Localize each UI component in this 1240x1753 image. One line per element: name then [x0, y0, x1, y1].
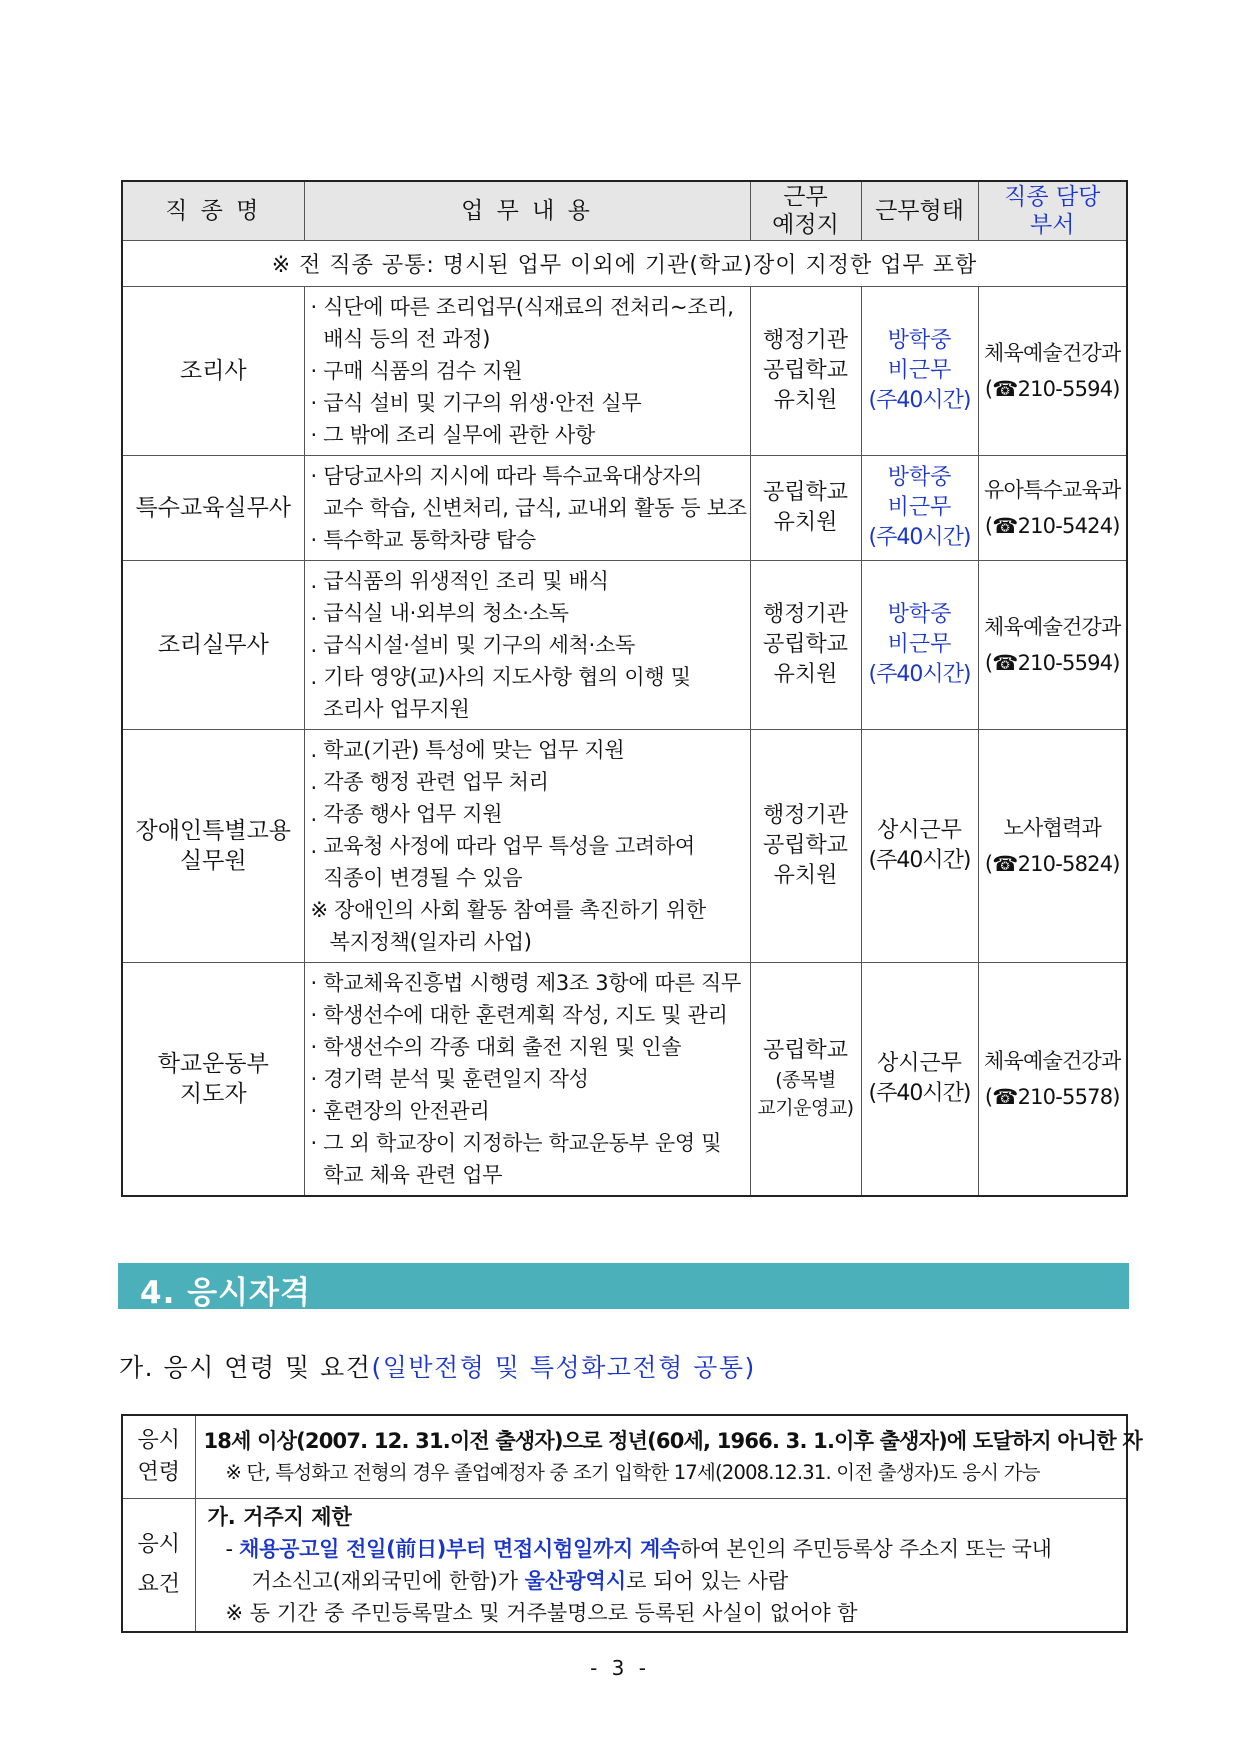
- section-title-bar: [118, 1263, 1129, 1309]
- job-name: 학교운동부 지도자: [122, 963, 304, 1197]
- task-item: · 그 외 학교장이 지정하는 학교운동부 운영 및: [310, 1131, 722, 1155]
- task-item: · 학교체육진흥법 시행령 제3조 3항에 따른 직무: [310, 971, 741, 995]
- task-item: · 훈련장의 안전관리: [310, 1099, 490, 1123]
- job-tasks: [304, 287, 750, 456]
- work-type-line: 비근무: [887, 632, 952, 657]
- task-item: 직종이 변경될 수 있음: [310, 866, 523, 890]
- work-type: [861, 561, 978, 730]
- section-title: 4. 응시자격: [140, 1275, 311, 1311]
- job-name: 조리사: [122, 287, 304, 456]
- age-label: 응시 연령: [122, 1415, 195, 1499]
- requirement-line-2: [204, 1565, 1119, 1597]
- department-phone: (☎210-5594): [984, 651, 1120, 675]
- department: [978, 561, 1127, 730]
- work-type: [861, 456, 978, 561]
- department-phone: (☎210-5594): [984, 377, 1120, 401]
- location-line: 공립학교: [762, 833, 848, 858]
- department-name: 체육예술건강과: [984, 615, 1121, 639]
- work-type-line: (주40시간): [868, 1081, 971, 1106]
- department-phone: (☎210-5824): [984, 852, 1120, 876]
- location-line: 행정기관: [762, 803, 848, 828]
- work-location: [750, 730, 861, 963]
- common-note: ※ 전 직종 공통: 명시된 업무 이외에 기관(학교)장이 지정한 업무 포함: [122, 241, 1127, 287]
- task-item: 조리사 업무지원: [310, 697, 470, 721]
- task-item: 교수 학습, 신변처리, 급식, 교내외 활동 등 보조: [310, 496, 747, 520]
- work-type-line: (주40시간): [868, 662, 971, 687]
- work-type-line: 방학중: [887, 602, 952, 627]
- work-type: [861, 963, 978, 1197]
- work-type-line: 비근무: [887, 495, 952, 520]
- work-location: [750, 561, 861, 730]
- table-row: [122, 287, 1127, 456]
- job-duties-table: [121, 180, 1128, 1197]
- requirement-period: 채용공고일 전일(前日)부터 면접시험일까지 계속: [239, 1537, 680, 1561]
- work-type: [861, 287, 978, 456]
- task-item: . 각종 행사 업무 지원: [310, 802, 503, 826]
- task-item: 배식 등의 전 과정): [310, 327, 491, 351]
- task-item: . 학교(기관) 특성에 맞는 업무 지원: [310, 738, 625, 762]
- task-item: . 급식실 내·외부의 청소·소독: [310, 601, 569, 625]
- requirement-text-1: 하여 본인의 주민등록상 주소지 또는 국내: [679, 1537, 1052, 1561]
- task-item: . 급식시설·설비 및 기구의 세척·소독: [310, 633, 635, 657]
- work-type-line: (주40시간): [868, 848, 971, 873]
- location-line: 공립학교: [762, 480, 848, 505]
- task-item: . 각종 행정 관련 업무 처리: [310, 770, 549, 794]
- task-item: · 특수학교 통학차량 탑승: [310, 528, 536, 552]
- header-dept: 직종 담당 부서: [978, 181, 1127, 241]
- task-item: ※ 장애인의 사회 활동 참여를 촉진하기 위한: [310, 898, 706, 922]
- work-location: [750, 963, 861, 1197]
- requirement-text-2a: 거소신고(재외국민에 한함)가: [251, 1569, 525, 1593]
- task-item: 학교 체육 관련 업무: [310, 1163, 503, 1187]
- task-item: · 그 밖에 조리 실무에 관한 사항: [310, 423, 595, 447]
- header-job-name: 직 종 명: [122, 181, 304, 241]
- common-note-row: [122, 241, 1127, 287]
- work-type-line: (주40시간): [868, 388, 971, 413]
- department: [978, 730, 1127, 963]
- department-name: 유아특수교육과: [984, 478, 1121, 502]
- work-type-line: 상시근무: [876, 1051, 962, 1076]
- task-item: · 구매 식품의 검수 지원: [310, 359, 523, 383]
- requirement-city: 울산광역시: [524, 1569, 627, 1593]
- task-item: . 급식품의 위생적인 조리 및 배식: [310, 569, 609, 593]
- table-row: [122, 561, 1127, 730]
- table-row: [122, 456, 1127, 561]
- job-tasks: [304, 456, 750, 561]
- location-line: 공립학교: [762, 1038, 848, 1063]
- department-name: 체육예술건강과: [984, 1049, 1121, 1073]
- location-line: 유치원: [773, 510, 838, 535]
- subheading: [119, 1348, 756, 1384]
- task-item: 복지정책(일자리 사업): [310, 930, 532, 954]
- location-line: 유치원: [773, 388, 838, 413]
- job-tasks: [304, 730, 750, 963]
- work-type-line: 방학중: [887, 465, 952, 490]
- location-line: 공립학교: [762, 358, 848, 383]
- subheading-paren: (일반전형 및 특성화고전형 공통): [371, 1353, 756, 1382]
- age-content: [195, 1415, 1142, 1499]
- task-item: · 식단에 따른 조리업무(식재료의 전처리~조리,: [310, 295, 734, 319]
- location-line: 행정기관: [762, 328, 848, 353]
- table-row: [122, 730, 1127, 963]
- work-type-line: (주40시간): [868, 525, 971, 550]
- location-line: 공립학교: [762, 632, 848, 657]
- requirement-text-2b: 로 되어 있는 사람: [626, 1569, 789, 1593]
- job-tasks: [304, 963, 750, 1197]
- department-phone: (☎210-5424): [984, 514, 1120, 538]
- location-line: 교기운영교): [757, 1097, 854, 1119]
- department: [978, 456, 1127, 561]
- header-work-type: 근무형태: [861, 181, 978, 241]
- table-row: [122, 963, 1127, 1197]
- requirement-line-1: [204, 1533, 1119, 1565]
- location-line: 유치원: [773, 863, 838, 888]
- job-name: 특수교육실무사: [122, 456, 304, 561]
- task-item: · 급식 설비 및 기구의 위생·안전 실무: [310, 391, 642, 415]
- work-type-line: 비근무: [887, 358, 952, 383]
- work-type-line: 상시근무: [876, 818, 962, 843]
- age-line-1: 18세 이상(2007. 12. 31.이전 출생자)으로 정년(60세, 1966. 3. 1.이후 출생자)에 도달하지 아니한 자: [203, 1429, 1142, 1453]
- qualification-table: [121, 1414, 1142, 1633]
- department-name: 노사협력과: [1003, 816, 1101, 840]
- department-phone: (☎210-5578): [984, 1085, 1120, 1109]
- work-type: [861, 730, 978, 963]
- work-type-line: 방학중: [887, 328, 952, 353]
- task-item: . 기타 영양(교)사의 지도사항 협의 이행 및: [310, 665, 691, 689]
- requirement-content: [195, 1499, 1127, 1633]
- requirement-dash: -: [225, 1537, 240, 1561]
- requirement-note: ※ 동 기간 중 주민등록말소 및 거주불명으로 등록된 사실이 없어야 함: [225, 1601, 858, 1625]
- job-name: 조리실무사: [122, 561, 304, 730]
- work-location: [750, 287, 861, 456]
- requirement-title: 가. 거주지 제한: [207, 1505, 352, 1529]
- header-location: 근무 예정지: [750, 181, 861, 241]
- task-item: · 학생선수에 대한 훈련계획 작성, 지도 및 관리: [310, 1003, 728, 1027]
- location-line: 유치원: [773, 662, 838, 687]
- subheading-main: 가. 응시 연령 및 요건: [119, 1353, 372, 1382]
- page-number: - 3 -: [590, 1656, 650, 1680]
- requirement-label: 응시 요건: [122, 1499, 195, 1633]
- age-line-2: ※ 단, 특성화고 전형의 경우 졸업예정자 중 조기 입학한 17세(2008.12.31. 이전 출생자)도 응시 가능: [225, 1461, 1040, 1484]
- work-location: [750, 456, 861, 561]
- job-name: 장애인특별고용 실무원: [122, 730, 304, 963]
- task-item: · 담당교사의 지시에 따라 특수교육대상자의: [310, 464, 703, 488]
- location-line: (종목별: [775, 1069, 836, 1091]
- age-row: [122, 1415, 1127, 1499]
- task-item: · 학생선수의 각종 대회 출전 지원 및 인솔: [310, 1035, 682, 1059]
- job-tasks: [304, 561, 750, 730]
- department: [978, 287, 1127, 456]
- header-tasks: 업 무 내 용: [304, 181, 750, 241]
- table-header-row: [122, 181, 1127, 241]
- task-item: . 교육청 사정에 따라 업무 특성을 고려하여: [310, 834, 695, 858]
- department: [978, 963, 1127, 1197]
- requirement-row: [122, 1499, 1127, 1633]
- department-name: 체육예술건강과: [984, 341, 1121, 365]
- location-line: 행정기관: [762, 602, 848, 627]
- task-item: · 경기력 분석 및 훈련일지 작성: [310, 1067, 589, 1091]
